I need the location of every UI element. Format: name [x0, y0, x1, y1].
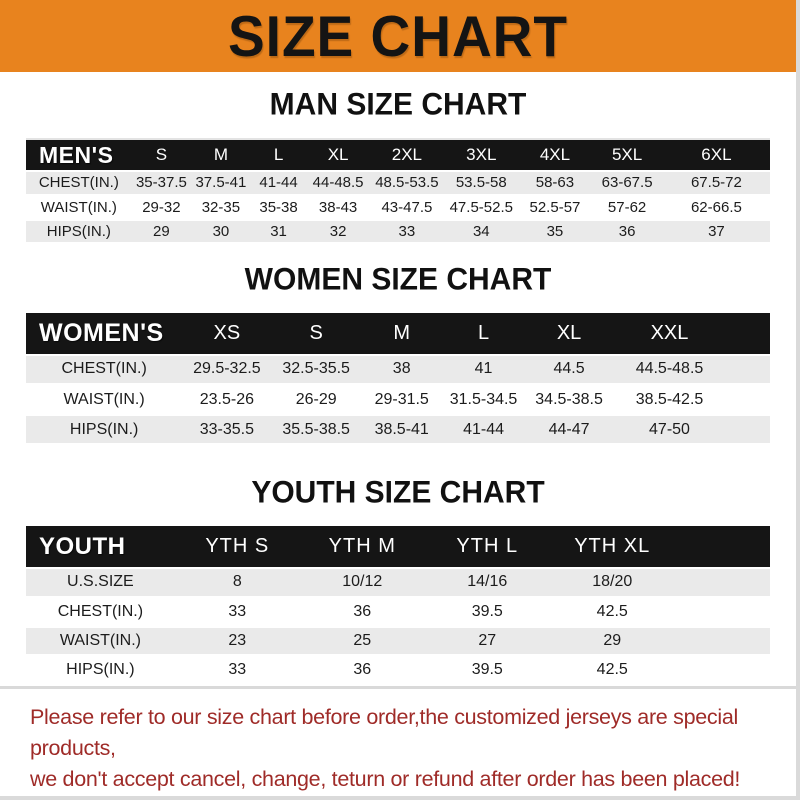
- filler-cell: [675, 626, 770, 655]
- men-section: [0, 88, 796, 245]
- youth-chest-row: [26, 597, 770, 626]
- row-label: WAIST(IN.): [26, 195, 132, 219]
- men-waist-row: [26, 195, 770, 219]
- filler-cell: [675, 597, 770, 626]
- size-column-header: L: [443, 313, 525, 355]
- size-column-header: XS: [182, 313, 271, 355]
- women-size-table: [26, 313, 770, 447]
- size-column-header: XXL: [614, 313, 726, 355]
- size-cell: 62-66.5: [663, 195, 770, 219]
- row-label: WAIST(IN.): [26, 626, 175, 655]
- size-cell: 32-35: [191, 195, 251, 219]
- youth-table-title: YOUTH: [26, 526, 175, 568]
- banner: [0, 0, 796, 72]
- size-cell: 47-50: [614, 415, 726, 445]
- women-section-title: WOMEN SIZE CHART: [244, 261, 552, 297]
- men-chest-row: [26, 171, 770, 195]
- size-column-header: M: [361, 313, 443, 355]
- size-column-header: S: [132, 139, 192, 171]
- size-cell: 35-38: [251, 195, 307, 219]
- youth-hips-row: [26, 655, 770, 684]
- size-cell: 41-44: [251, 171, 307, 195]
- men-size-table: [26, 138, 770, 245]
- filler-cell: [675, 568, 770, 597]
- size-cell: 29-32: [132, 195, 192, 219]
- row-label: HIPS(IN.): [26, 219, 132, 243]
- size-cell: 29: [550, 626, 675, 655]
- size-cell: 36: [300, 597, 425, 626]
- size-cell: 39.5: [425, 655, 550, 684]
- size-cell: 42.5: [550, 597, 675, 626]
- youth-section-title: YOUTH SIZE CHART: [251, 475, 545, 510]
- filler-cell: [725, 415, 770, 445]
- row-label: U.S.SIZE: [26, 568, 175, 597]
- size-cell: 23.5-26: [182, 385, 271, 415]
- size-cell: 48.5-53.5: [370, 171, 444, 195]
- women-waist-row: [26, 385, 770, 415]
- size-column-header: 5XL: [591, 139, 662, 171]
- size-cell: 57-62: [591, 195, 662, 219]
- size-column-header: 3XL: [444, 139, 518, 171]
- youth-section: [0, 476, 796, 686]
- size-cell: 44.5: [524, 355, 613, 385]
- banner-title: SIZE CHART: [228, 2, 568, 69]
- size-column-header: YTH S: [175, 526, 300, 568]
- filler-cell: [675, 655, 770, 684]
- size-cell: 33: [175, 655, 300, 684]
- youth-size-table: [26, 526, 770, 686]
- size-column-header: M: [191, 139, 251, 171]
- row-label: CHEST(IN.): [26, 171, 132, 195]
- size-cell: 23: [175, 626, 300, 655]
- row-label: CHEST(IN.): [26, 597, 175, 626]
- size-cell: 31.5-34.5: [443, 385, 525, 415]
- size-cell: 58-63: [518, 171, 591, 195]
- footer-note: [30, 702, 776, 795]
- size-cell: 38: [361, 355, 443, 385]
- size-cell: 32.5-35.5: [272, 355, 361, 385]
- size-cell: 41-44: [443, 415, 525, 445]
- row-label: HIPS(IN.): [26, 655, 175, 684]
- size-column-header: 2XL: [370, 139, 444, 171]
- header-filler-cell: [725, 313, 770, 355]
- size-cell: 67.5-72: [663, 171, 770, 195]
- men-hips-row: [26, 219, 770, 243]
- size-cell: 35.5-38.5: [272, 415, 361, 445]
- size-cell: 63-67.5: [591, 171, 662, 195]
- size-cell: 27: [425, 626, 550, 655]
- youth-waist-row: [26, 626, 770, 655]
- size-cell: 38-43: [306, 195, 369, 219]
- size-column-header: XL: [524, 313, 613, 355]
- size-column-header: XL: [306, 139, 369, 171]
- women-hips-row: [26, 415, 770, 445]
- size-cell: 39.5: [425, 597, 550, 626]
- women-chest-row: [26, 355, 770, 385]
- size-cell: 43-47.5: [370, 195, 444, 219]
- size-cell: 31: [251, 219, 307, 243]
- header-filler-cell: [675, 526, 770, 568]
- size-cell: 29.5-32.5: [182, 355, 271, 385]
- size-column-header: 4XL: [518, 139, 591, 171]
- size-cell: 29: [132, 219, 192, 243]
- size-cell: 44-47: [524, 415, 613, 445]
- men-header-row: [26, 139, 770, 171]
- size-cell: 36: [591, 219, 662, 243]
- row-label: CHEST(IN.): [26, 355, 182, 385]
- size-cell: 44.5-48.5: [614, 355, 726, 385]
- size-column-header: L: [251, 139, 307, 171]
- size-cell: 18/20: [550, 568, 675, 597]
- size-cell: 33-35.5: [182, 415, 271, 445]
- footer-line-1: Please refer to our size chart before order,the customized jerseys are special products,: [30, 704, 738, 760]
- size-cell: 42.5: [550, 655, 675, 684]
- size-cell: 52.5-57: [518, 195, 591, 219]
- size-cell: 26-29: [272, 385, 361, 415]
- bottom-divider: [0, 686, 800, 689]
- footer-line-2: we don't accept cancel, change, teturn or refund after order has been placed!: [30, 766, 741, 791]
- size-cell: 25: [300, 626, 425, 655]
- filler-cell: [725, 355, 770, 385]
- size-cell: 36: [300, 655, 425, 684]
- size-cell: 32: [306, 219, 369, 243]
- size-cell: 37: [663, 219, 770, 243]
- size-cell: 10/12: [300, 568, 425, 597]
- size-cell: 34: [444, 219, 518, 243]
- size-cell: 47.5-52.5: [444, 195, 518, 219]
- size-cell: 33: [370, 219, 444, 243]
- youth-ussize-row: [26, 568, 770, 597]
- size-cell: 29-31.5: [361, 385, 443, 415]
- size-cell: 53.5-58: [444, 171, 518, 195]
- youth-header-row: [26, 526, 770, 568]
- size-cell: 38.5-42.5: [614, 385, 726, 415]
- size-cell: 35: [518, 219, 591, 243]
- size-column-header: YTH L: [425, 526, 550, 568]
- size-cell: 38.5-41: [361, 415, 443, 445]
- size-column-header: S: [272, 313, 361, 355]
- women-table-title: WOMEN'S: [26, 313, 182, 355]
- size-column-header: 6XL: [663, 139, 770, 171]
- size-cell: 41: [443, 355, 525, 385]
- men-section-title: MAN SIZE CHART: [269, 87, 527, 122]
- size-column-header: YTH M: [300, 526, 425, 568]
- filler-cell: [725, 385, 770, 415]
- size-column-header: YTH XL: [550, 526, 675, 568]
- size-cell: 14/16: [425, 568, 550, 597]
- size-cell: 8: [175, 568, 300, 597]
- size-cell: 30: [191, 219, 251, 243]
- size-cell: 37.5-41: [191, 171, 251, 195]
- men-table-title: MEN'S: [26, 139, 132, 171]
- size-cell: 33: [175, 597, 300, 626]
- size-cell: 34.5-38.5: [524, 385, 613, 415]
- row-label: HIPS(IN.): [26, 415, 182, 445]
- women-header-row: [26, 313, 770, 355]
- size-cell: 44-48.5: [306, 171, 369, 195]
- row-label: WAIST(IN.): [26, 385, 182, 415]
- size-cell: 35-37.5: [132, 171, 192, 195]
- women-section: [0, 263, 796, 447]
